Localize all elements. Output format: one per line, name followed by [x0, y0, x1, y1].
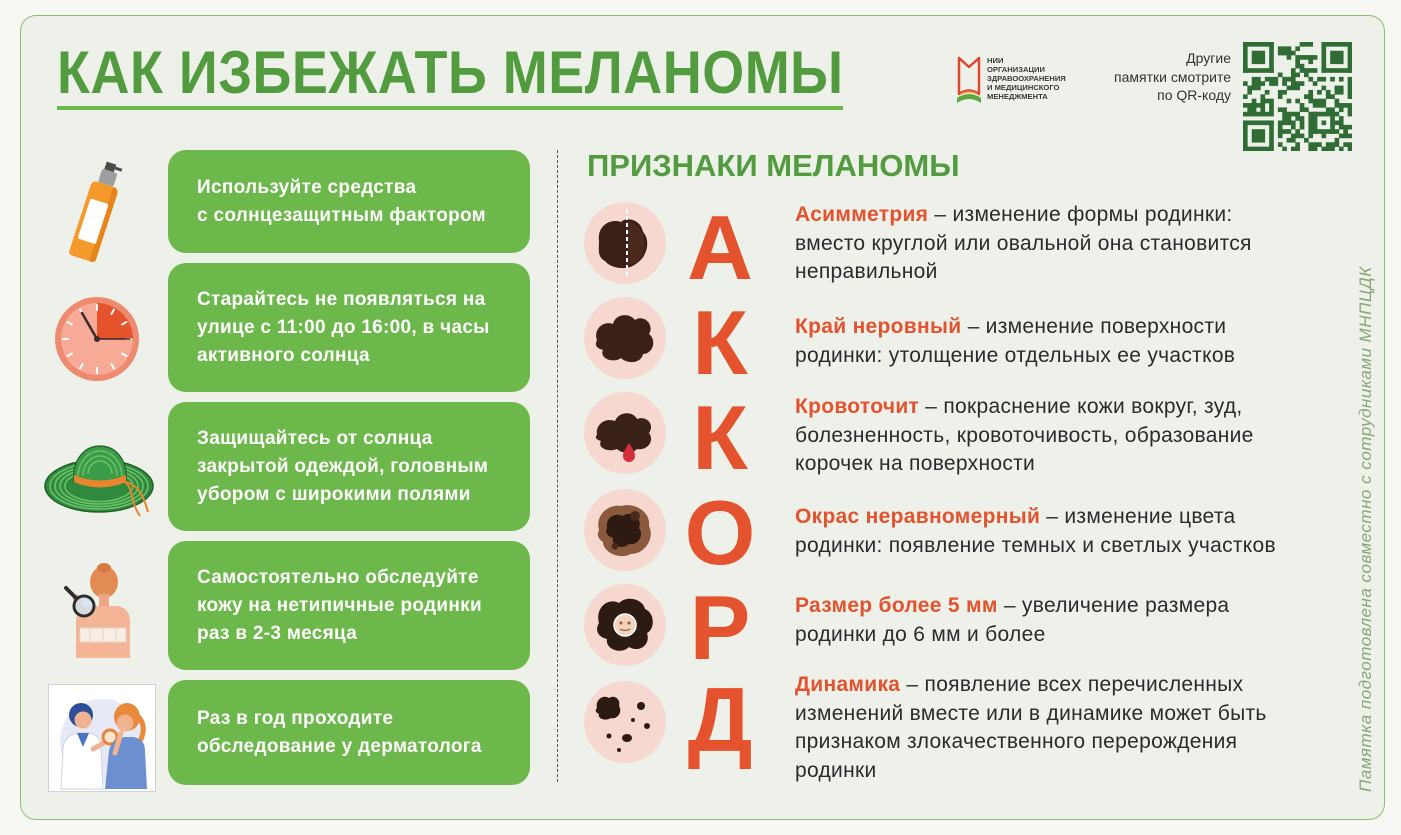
tip-card-protective-clothing: [168, 402, 530, 531]
tip-card-dermatologist: [168, 680, 530, 785]
logo-line: И МЕДИЦИНСКОГО: [987, 83, 1060, 92]
tip-line: кожу на нетипичные родинки: [197, 594, 482, 616]
title-underline: [57, 106, 843, 110]
sign-description-dynamics: [795, 671, 1267, 785]
sign-letter-color: О: [684, 483, 756, 584]
sign-letter-size: Р: [689, 578, 751, 679]
sign-line: [795, 592, 1229, 621]
institute-logo-text: [987, 56, 1066, 101]
bleeding-mole-icon: [583, 391, 667, 475]
tip-line: раз в 2-3 месяца: [197, 622, 358, 644]
tip-line: улице с 11:00 до 16:00, в часы: [197, 316, 490, 338]
uneven-color-mole-icon: [583, 488, 667, 572]
sign-term: Кровоточит: [795, 395, 920, 418]
qr-caption: [1060, 49, 1231, 105]
clock-icon: [54, 296, 140, 382]
sign-term: Окрас неравномерный: [795, 505, 1041, 528]
asymmetric-mole-icon: [583, 201, 667, 285]
sign-letter-dynamics: Д: [687, 670, 753, 771]
qr-caption-line: Другие: [1186, 50, 1231, 66]
large-size-mole-icon: [583, 583, 667, 667]
sign-line: родинки до 6 мм и более: [795, 622, 1046, 646]
sign-letter-border: К: [692, 293, 748, 394]
sign-line-text: – изменение формы родинки:: [928, 203, 1233, 226]
sign-line-text: – изменение цвета: [1040, 505, 1236, 528]
tip-text: [197, 705, 482, 761]
self-exam-magnifier-icon: [62, 562, 134, 658]
tip-line: Старайтесь не появляться на: [197, 288, 486, 310]
sign-line: [795, 313, 1235, 342]
sign-line-text: – увеличение размера: [997, 594, 1230, 617]
tip-line: Используйте средства: [197, 176, 417, 198]
sign-line: родинки: [795, 758, 877, 782]
dermatologist-exam-icon: [49, 685, 155, 791]
sign-line: [795, 671, 1267, 700]
logo-line: ОРГАНИЗАЦИИ: [987, 65, 1045, 74]
sign-line: признаком злокачественного перерождения: [795, 730, 1238, 753]
tip-text: [197, 174, 486, 230]
tip-line: Раз в год проходите: [197, 707, 394, 729]
tip-line: убором с широкими полями: [197, 483, 471, 505]
tip-line: закрытой одеждой, головным: [197, 455, 489, 477]
sign-line: изменений вместе или в динамике может быть: [795, 701, 1267, 725]
irregular-border-mole-icon: [583, 296, 667, 380]
qr-caption-line: памятки смотрите: [1114, 68, 1231, 85]
sign-letter-bleeding: К: [692, 388, 748, 489]
sign-letter-asymmetry: А: [687, 198, 753, 299]
page-title: КАК ИЗБЕЖАТЬ МЕЛАНОМЫ: [57, 39, 844, 107]
tip-line: Самостоятельно обследуйте: [197, 566, 479, 588]
tip-card-sunscreen: [168, 150, 530, 253]
sign-term: Размер более 5 мм: [795, 594, 998, 617]
sign-description-border: [795, 313, 1235, 370]
sign-line: вместо круглой или овальной она становится: [795, 231, 1252, 255]
sign-line: [795, 393, 1254, 422]
sign-line-text: – покраснение кожи вокруг, зуд,: [919, 395, 1243, 418]
sun-hat-icon: [44, 436, 158, 520]
sign-term: Асимметрия: [795, 203, 929, 226]
sign-line-text: – появление всех перечисленных: [900, 673, 1244, 696]
sign-description-size: [795, 592, 1229, 649]
tip-text: [197, 425, 488, 509]
sunscreen-bottle-icon: [58, 158, 136, 264]
sign-term: Край неровный: [795, 315, 962, 338]
institute-logo-icon: [956, 54, 982, 106]
sign-description-asymmetry: [795, 201, 1252, 287]
tip-line: Защищайтесь от солнца: [197, 427, 433, 449]
logo-line: ЗДРАВООХРАНЕНИЯ: [987, 74, 1066, 83]
sign-line: [795, 201, 1252, 230]
tip-text: [197, 564, 482, 648]
sign-line: болезненность, кровоточивость, образование: [795, 423, 1254, 447]
logo-line: МЕНЕДЖМЕНТА: [987, 92, 1048, 101]
sign-line: неправильной: [795, 260, 938, 283]
tip-card-avoid-sun-hours: [168, 263, 530, 392]
signs-heading: ПРИЗНАКИ МЕЛАНОМЫ: [587, 148, 960, 183]
sign-line: родинки: появление темных и светлых участков: [795, 533, 1276, 557]
sign-description-color: [795, 503, 1276, 560]
sign-line-text: – изменение поверхности: [961, 315, 1227, 338]
tip-text: [197, 286, 490, 370]
sign-line: [795, 503, 1276, 532]
sign-term: Динамика: [795, 673, 901, 696]
logo-line: НИИ: [987, 56, 1004, 65]
multiple-moles-icon: [583, 680, 667, 764]
sign-line: корочек на поверхности: [795, 452, 1036, 475]
column-divider: [557, 150, 558, 782]
tip-card-self-exam: [168, 541, 530, 670]
tip-line: обследование у дерматолога: [197, 735, 482, 757]
tip-line: активного солнца: [197, 344, 370, 366]
tip-line: с солнцезащитным фактором: [197, 204, 487, 226]
credit-note: Памятка подготовлена совместно с сотрудниками МНПЦДК: [1356, 266, 1375, 792]
sign-description-bleeding: [795, 393, 1254, 479]
sign-line: родинки: утолщение отдельных ее участков: [795, 343, 1236, 367]
qr-code-icon: [1243, 42, 1352, 151]
qr-caption-line: по QR-коду: [1157, 87, 1231, 103]
dermatologist-illustration-frame: [48, 684, 156, 792]
